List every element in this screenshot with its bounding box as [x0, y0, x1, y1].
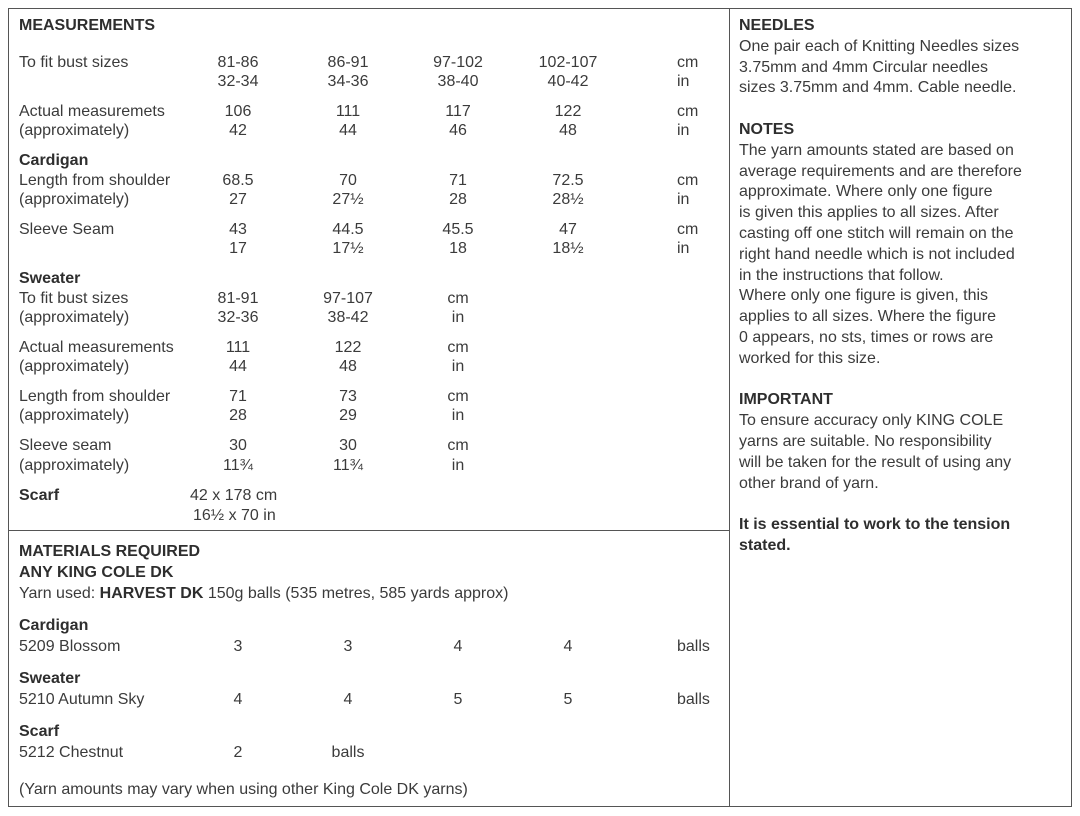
bust-cm-2: 86-91 [327, 54, 369, 71]
sweater-length-cm-2: 73 [339, 388, 357, 405]
bust-cm-3: 97-102 [433, 54, 483, 71]
sweater-sleeve-approx: (approximately) [19, 457, 130, 474]
yarn-used-line [19, 584, 508, 603]
actual-in-3: 46 [449, 122, 467, 139]
materials-scarf-unit: balls [331, 744, 365, 761]
needles-title: NEEDLES [739, 17, 815, 34]
needles-line-3: sizes 3.75mm and 4mm. Cable needle. [739, 79, 1017, 97]
cardigan-length-label: Length from shoulder [19, 172, 171, 189]
bust-label: To fit bust sizes [19, 54, 129, 71]
materials-cardigan-balls-1: 3 [233, 638, 243, 655]
spacer [739, 494, 1069, 515]
cardigan-sleeve-cm-1: 43 [229, 221, 247, 238]
sweater-actual-in-2: 48 [339, 358, 357, 375]
notes-line-7: in the instructions that follow. [739, 266, 944, 284]
notes-line-3: approximate. Where only one figure [739, 183, 993, 201]
sweater-actual-label: Actual measurements [19, 339, 174, 356]
sweater-length-in-2: 29 [339, 407, 357, 424]
materials-cardigan-balls-4: 4 [563, 638, 573, 655]
notes-line-8: Where only one figure is given, this [739, 287, 989, 305]
sweater-length-label: Length from shoulder [19, 388, 171, 405]
bust-in-3: 38-40 [437, 73, 479, 90]
important-line-1: To ensure accuracy only KING COLE [739, 412, 1004, 430]
materials-sweater-balls-4: 5 [563, 691, 573, 708]
bust-in-2: 34-36 [327, 73, 369, 90]
needles-line-1: One pair each of Knitting Needles sizes [739, 37, 1020, 55]
bust-cm-1: 81-86 [217, 54, 259, 71]
notes-title: NOTES [739, 120, 795, 138]
bust-unit-cm: cm [677, 54, 699, 71]
sweater-sleeve-unit-cm: cm [447, 437, 469, 454]
cardigan-sleeve-in-3: 18 [449, 240, 467, 257]
materials-cardigan-balls-2: 3 [343, 638, 353, 655]
yarn-detail: 150g balls (535 metres, 585 yards approx) [207, 585, 509, 602]
sweater-actual-cm-2: 122 [334, 339, 362, 356]
cardigan-length-approx: (approximately) [19, 191, 130, 208]
sweater-heading: Sweater [19, 270, 81, 287]
sweater-length-approx: (approximately) [19, 407, 130, 424]
yarn-name: HARVEST DK [99, 585, 204, 602]
bust-in-1: 32-34 [217, 73, 259, 90]
materials-cardigan-unit: balls [677, 638, 710, 655]
sweater-length-unit-in: in [451, 407, 465, 424]
materials-sweater-unit: balls [677, 691, 710, 708]
sweater-sleeve-cm-1: 30 [229, 437, 247, 454]
sweater-bust-in-2: 38-42 [327, 309, 369, 326]
cardigan-length-in-1: 27 [229, 191, 247, 208]
sweater-bust-cm-2: 97-107 [323, 290, 373, 307]
sweater-sleeve-cm-2: 30 [339, 437, 357, 454]
scarf-heading: Scarf [19, 487, 60, 504]
sweater-actual-in-1: 44 [229, 358, 247, 375]
materials-scarf-heading: Scarf [19, 723, 60, 740]
materials-sweater-balls-2: 4 [343, 691, 353, 708]
actual-cm-2: 111 [335, 103, 361, 120]
notes-line-1: The yarn amounts stated are based on [739, 141, 1014, 159]
sweater-length-unit-cm: cm [447, 388, 469, 405]
sweater-sleeve-label: Sleeve seam [19, 437, 112, 454]
cardigan-length-in-4: 28½ [552, 191, 584, 208]
important-title: IMPORTANT [739, 391, 833, 409]
important-line-2: yarns are suitable. No responsibility [739, 432, 992, 450]
sweater-bust-in-1: 32-36 [217, 309, 259, 326]
sweater-sleeve-in-1: 11¾ [223, 457, 253, 474]
cardigan-length-in-3: 28 [449, 191, 467, 208]
sweater-bust-approx: (approximately) [19, 309, 130, 326]
notes-line-6: right hand needle which is not included [739, 245, 1015, 263]
sweater-bust-unit-cm: cm [447, 290, 469, 307]
cardigan-length-cm-3: 71 [449, 172, 467, 189]
measurements-title: MEASUREMENTS [19, 17, 156, 34]
spacer [739, 370, 1069, 391]
actual-unit-cm: cm [677, 103, 699, 120]
materials-subtitle: ANY KING COLE DK [19, 564, 174, 581]
bust-cm-4: 102-107 [538, 54, 598, 71]
cardigan-sleeve-label: Sleeve Seam [19, 221, 115, 238]
spacer [739, 99, 1069, 120]
important-line-4: other brand of yarn. [739, 474, 879, 492]
cardigan-sleeve-unit-in: in [677, 240, 690, 257]
materials-note: (Yarn amounts may vary when using other King Cole DK yarns) [19, 781, 468, 798]
cardigan-sleeve-cm-3: 45.5 [442, 221, 474, 238]
scarf-size-cm: 42 x 178 cm [190, 487, 278, 504]
important-line-3: will be taken for the result of using any [739, 453, 1012, 471]
yarn-used-prefix: Yarn used: [19, 585, 96, 602]
sweater-length-cm-1: 71 [229, 388, 247, 405]
cardigan-length-cm-1: 68.5 [222, 172, 254, 189]
actual-unit-in: in [677, 122, 690, 139]
cardigan-sleeve-in-4: 18½ [552, 240, 584, 257]
actual-in-1: 42 [229, 122, 247, 139]
notes-line-5: casting off one stitch will remain on the [739, 224, 1014, 242]
scarf-size-in: 16½ x 70 in [193, 507, 276, 524]
materials-scarf-shade: 5212 Chestnut [19, 744, 124, 761]
notes-line-10: 0 appears, no sts, times or rows are [739, 328, 994, 346]
actual-in-2: 44 [339, 122, 357, 139]
notes-line-9: applies to all sizes. Where the figure [739, 308, 997, 326]
cardigan-heading: Cardigan [19, 152, 89, 169]
materials-cardigan-balls-3: 4 [453, 638, 463, 655]
tension-warning-line-2: stated. [739, 536, 791, 554]
needles-line-2: 3.75mm and 4mm Circular needles [739, 58, 988, 76]
notes-line-11: worked for this size. [739, 349, 881, 367]
cardigan-length-unit-in: in [677, 191, 690, 208]
materials-sweater-heading: Sweater [19, 670, 81, 687]
sweater-bust-unit-in: in [451, 309, 465, 326]
bust-in-4: 40-42 [547, 73, 589, 90]
right-column [739, 16, 1069, 557]
cardigan-sleeve-cm-2: 44.5 [332, 221, 364, 238]
sweater-actual-approx: (approximately) [19, 358, 130, 375]
cardigan-length-unit-cm: cm [677, 172, 699, 189]
sweater-bust-cm-1: 81-91 [217, 290, 259, 307]
section-divider [8, 530, 729, 531]
actual-cm-4: 122 [554, 103, 582, 120]
notes-line-2: average requirements and are therefore [739, 162, 1022, 180]
sweater-sleeve-in-2: 11¾ [333, 457, 363, 474]
materials-title: MATERIALS REQUIRED [19, 543, 201, 560]
sweater-sleeve-unit-in: in [451, 457, 465, 474]
column-divider [729, 8, 730, 807]
sweater-actual-cm-1: 111 [225, 339, 251, 356]
actual-cm-1: 106 [224, 103, 252, 120]
actual-in-4: 48 [559, 122, 577, 139]
cardigan-length-in-2: 27½ [332, 191, 364, 208]
sweater-actual-unit-in: in [451, 358, 465, 375]
notes-line-4: is given this applies to all sizes. After [739, 204, 999, 222]
actual-cm-3: 117 [445, 103, 471, 120]
sweater-bust-label: To fit bust sizes [19, 290, 129, 307]
cardigan-length-cm-2: 70 [339, 172, 357, 189]
materials-sweater-shade: 5210 Autumn Sky [19, 691, 145, 708]
sweater-length-in-1: 28 [229, 407, 247, 424]
materials-sweater-balls-3: 5 [453, 691, 463, 708]
cardigan-length-cm-4: 72.5 [552, 172, 584, 189]
cardigan-sleeve-in-1: 17 [229, 240, 247, 257]
materials-cardigan-shade: 5209 Blossom [19, 638, 121, 655]
tension-warning-line-1: It is essential to work to the tension [739, 516, 1011, 534]
cardigan-sleeve-unit-cm: cm [677, 221, 699, 238]
actual-label-approx: (approximately) [19, 122, 130, 139]
actual-label: Actual measuremets [19, 103, 165, 120]
cardigan-sleeve-in-2: 17½ [332, 240, 364, 257]
sweater-actual-unit-cm: cm [447, 339, 469, 356]
bust-unit-in: in [677, 73, 690, 90]
materials-cardigan-heading: Cardigan [19, 617, 89, 634]
cardigan-sleeve-cm-4: 47 [559, 221, 577, 238]
materials-sweater-balls-1: 4 [233, 691, 243, 708]
materials-scarf-balls-1: 2 [233, 744, 243, 761]
